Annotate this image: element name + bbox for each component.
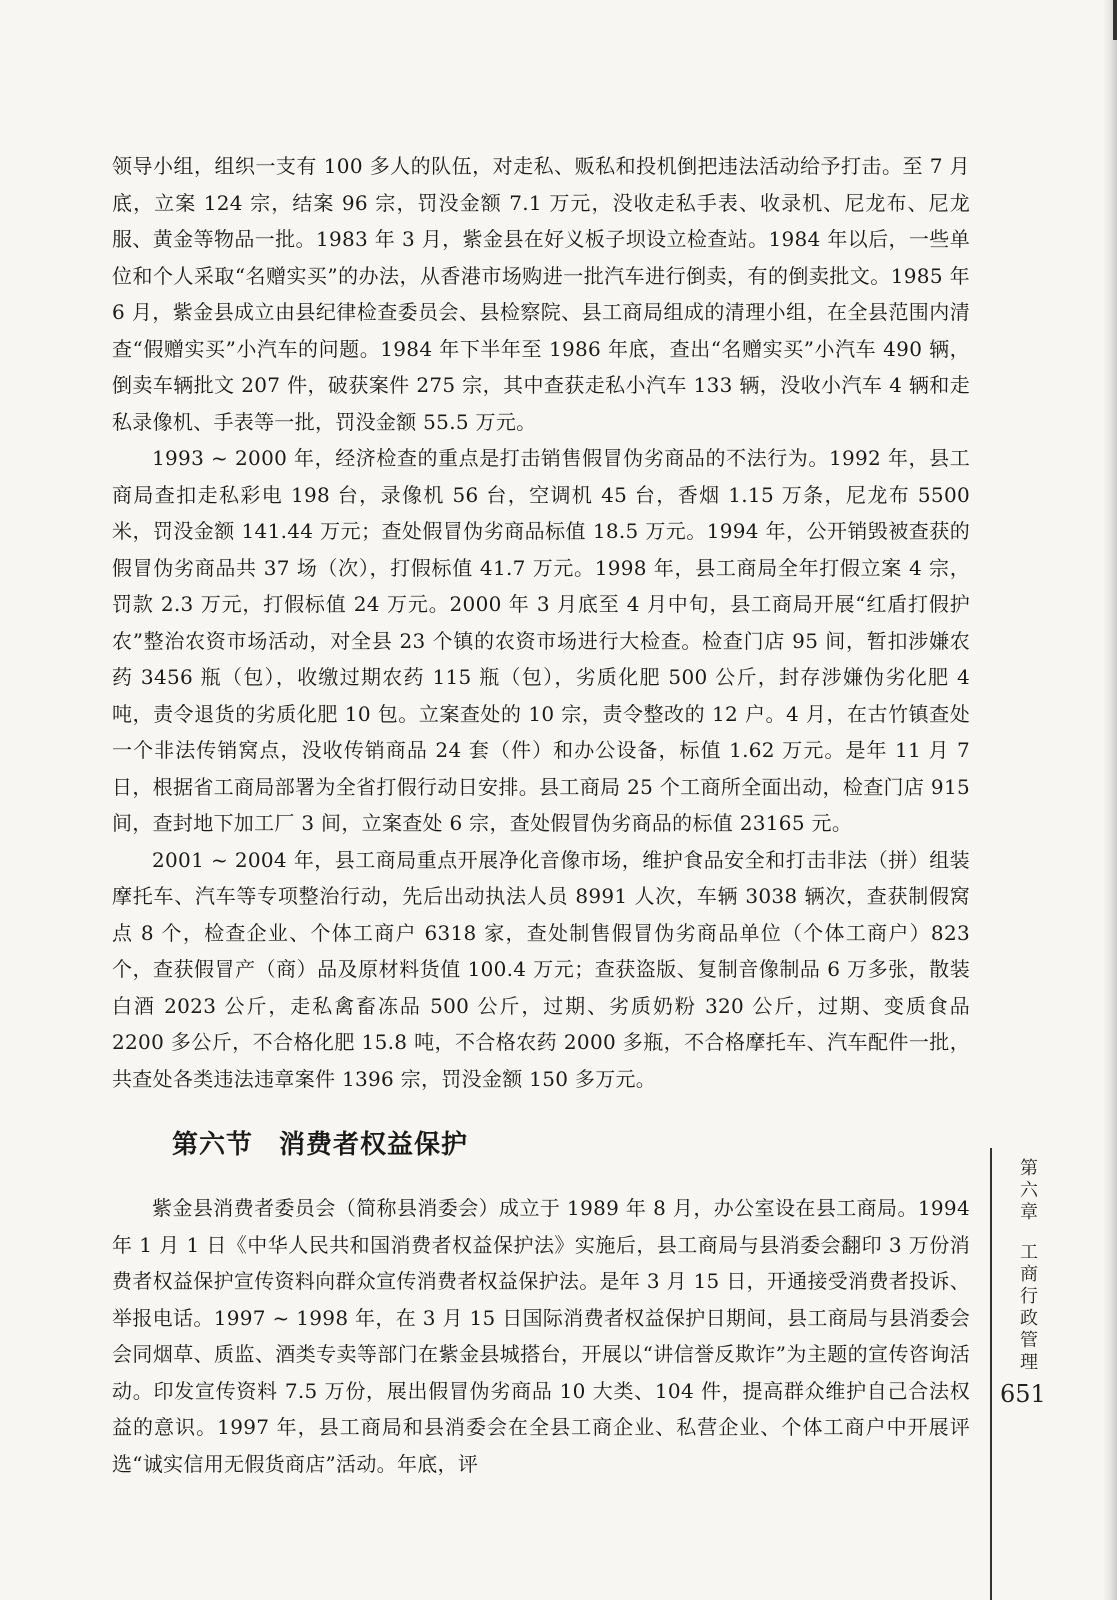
margin-divider xyxy=(990,1148,992,1600)
section-title: 消费者权益保护 xyxy=(279,1130,469,1160)
paragraph-2001-2004: 2001 ~ 2004 年，县工商局重点开展净化音像市场，维护食品安全和打击非法（拼）组装摩托车、汽车等专项整治行动，先后出动执法人员 8991 人次，车辆 3038 辆次，查获制假窝点 8 个，检查企业、个体工商户 6318 家，查处制售假冒伪劣商品单位（个体工商户）823 个，查获假冒产（商）品及原材料货值 100.4 万元；查获盗版、复制音像制品 6 万多张，散装白酒 2023 公斤，走私禽畜冻品 500 公斤，过期、劣质奶粉 320 公斤，过期、变质食品 2200 多公斤，不合格化肥 15.8 吨，不合格农药 2000 多瓶，不合格摩托车、汽车配件一批，共查处各类违法违章案件 1396 宗，罚没金额 150 多万元。 xyxy=(112,847,970,1091)
page-number: 651 xyxy=(1000,1380,1046,1408)
paragraph-1993-2000: 1993 ~ 2000 年，经济检查的重点是打击销售假冒伪劣商品的不法行为。1992 年，县工商局查扣走私彩电 198 台，录像机 56 台，空调机 45 台，香烟 1.15 万条，尼龙布 5500 米，罚没金额 141.44 万元；查处假冒伪劣商品标值 18.5 万元。1994 年，公开销毁被查获的假冒伪劣商品共 37 场（次），打假标值 41.7 万元。1998 年，县工商局全年打假立案 4 宗，罚款 2.3 万元，打假标值 24 万元。2000 年 3 月底至 4 月中旬，县工商局开展“红盾打假护农”整治农资市场活动，对全县 23 个镇的农资市场进行大检查。检查门店 95 间，暂扣涉嫌农药 3456 瓶（包），收缴过期农药 115 瓶（包），劣质化肥 500 公斤，封存涉嫌伪劣化肥 4 吨，责令退货的劣质化肥 10 包。立案查处的 10 宗，责令整改的 12 户。4 月，在古竹镇查处一个非法传销窝点，没收传销商品 24 套（件）和办公设备，标值 1.62 万元。是年 11 月 7 日，根据省工商局部署为全省打假行动日安排。县工商局 25 个工商所全面出动，检查门店 915 间，查封地下加工厂 3 间，立案查处 6 宗，查处假冒伪劣商品的标值 23165 元。 xyxy=(112,446,970,835)
scan-shadow-edge xyxy=(1103,0,1117,1600)
main-text xyxy=(112,148,970,1097)
scan-mark xyxy=(1113,0,1117,40)
chapter-title: 工商行政管理 xyxy=(1017,1242,1038,1374)
paragraph-continued: 领导小组，组织一支有 100 多人的队伍，对走私、贩私和投机倒把违法活动给予打击。至 7 月底，立案 124 宗，结案 96 宗，罚没金额 7.1 万元，没收走私手表、收录机、尼龙布、尼龙服、黄金等物品一批。1983 年 3 月，紫金县在好义板子坝设立检查站。1984 年以后，一些单位和个人采取“名赠实买”的办法，从香港市场购进一批汽车进行倒卖，有的倒卖批文。1985 年 6 月，紫金县成立由县纪律检查委员会、县检察院、县工商局组成的清理小组，在全县范围内清查“假赠实买”小汽车的问题。1984 年下半年至 1986 年底，查出“名赠实买”小汽车 490 辆，倒卖车辆批文 207 件，破获案件 275 宗，其中查获走私小汽车 133 辆，没收小汽车 4 辆和走私录像机、手表等一批，罚没金额 55.5 万元。 xyxy=(112,154,970,434)
section-text xyxy=(112,1190,970,1482)
running-chapter-label xyxy=(1010,1158,1038,1374)
paragraph-consumer-committee: 紫金县消费者委员会（简称县消委会）成立于 1989 年 8 月，办公室设在县工商局。1994 年 1 月 1 日《中华人民共和国消费者权益保护法》实施后，县工商局与县消委会翻印 3 万份消费者权益保护宣传资料向群众宣传消费者权益保护法。是年 3 月 15 日，开通接受消费者投诉、举报电话。1997 ~ 1998 年，在 3 月 15 日国际消费者权益保护日期间，县工商局与县消委会会同烟草、质监、酒类专卖等部门在紫金县城搭台，开展以“讲信誉反欺诈”为主题的宣传咨询活动。印发宣传资料 7.5 万份，展出假冒伪劣商品 10 大类、104 件，提高群众维护自己合法权益的意识。1997 年，县工商局和县消委会在全县工商企业、私营企业、个体工商户中开展评选“诚实信用无假货商店”活动。年底，评 xyxy=(112,1196,970,1476)
section-heading xyxy=(172,1124,468,1161)
section-number: 第六节 xyxy=(172,1130,254,1160)
chapter-number: 第六章 xyxy=(1017,1158,1038,1224)
